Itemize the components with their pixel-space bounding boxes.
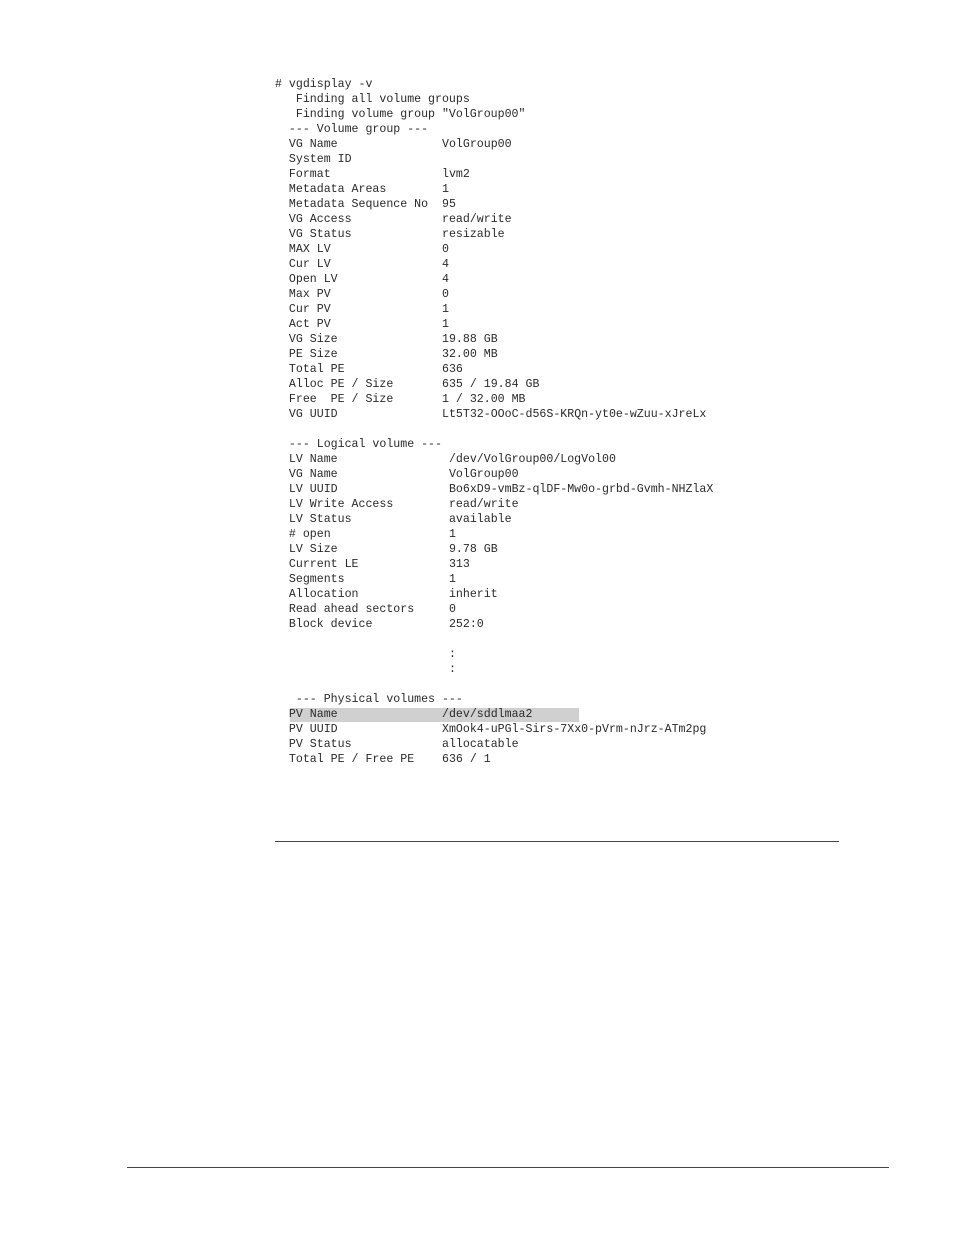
ellipsis-char: : [448, 663, 456, 676]
row-gap [393, 378, 442, 391]
row-label: Free PE / Size [288, 393, 394, 406]
row-label: LV Status [288, 513, 352, 526]
row-value: 19.88 GB [442, 333, 498, 346]
row-indent [275, 138, 289, 151]
row-indent [275, 243, 289, 256]
vg-row [275, 182, 713, 197]
row-label: PV UUID [288, 723, 338, 736]
row-indent [275, 348, 289, 361]
row-indent [275, 318, 289, 331]
vg-row [275, 302, 713, 317]
vg-row [275, 212, 713, 227]
row-indent [275, 198, 289, 211]
row-indent [275, 333, 289, 346]
row-value: 9.78 GB [448, 543, 498, 556]
physical-volumes-section [275, 707, 713, 767]
row-value: 1 / 32.00 MB [442, 393, 526, 406]
row-value: resizable [442, 228, 505, 241]
vg-row [275, 362, 713, 377]
row-gap [331, 528, 449, 541]
lv-row [275, 542, 713, 557]
logical-volume-header: --- Logical volume --- [275, 438, 442, 451]
row-gap [352, 213, 442, 226]
row-indent [275, 708, 289, 721]
row-indent [275, 393, 289, 406]
row-gap [352, 228, 442, 241]
row-indent [275, 273, 289, 286]
row-label: LV Name [288, 453, 338, 466]
row-indent [275, 303, 289, 316]
row-label: LV Size [288, 543, 338, 556]
lv-row [275, 467, 713, 482]
row-value: 1 [442, 318, 449, 331]
lv-row [275, 497, 713, 512]
row-indent [275, 663, 449, 676]
row-gap [386, 183, 442, 196]
finding-vg-line: Finding volume group "VolGroup00" [275, 108, 526, 121]
row-value: read/write [448, 498, 519, 511]
row-label: MAX LV [288, 243, 331, 256]
footer-rule [127, 1167, 889, 1168]
row-value: 1 [448, 573, 456, 586]
vg-row [275, 197, 713, 212]
row-label: VG Name [288, 468, 338, 481]
ellipsis-line [275, 662, 713, 677]
lv-row [275, 452, 713, 467]
pv-row [275, 752, 713, 767]
row-gap [338, 723, 442, 736]
row-indent [275, 168, 289, 181]
row-value: 1 [442, 183, 449, 196]
row-gap [345, 363, 442, 376]
row-indent [275, 363, 289, 376]
row-indent [275, 723, 289, 736]
ellipsis-char: : [448, 648, 456, 661]
volume-group-header: --- Volume group --- [275, 123, 429, 136]
row-gap [345, 573, 449, 586]
row-value: 1 [442, 303, 449, 316]
row-label: Metadata Areas [288, 183, 387, 196]
row-value: 32.00 MB [442, 348, 498, 361]
row-gap [428, 198, 442, 211]
row-gap [331, 318, 442, 331]
vg-row [275, 287, 713, 302]
row-gap [338, 408, 442, 421]
row-label: Open LV [288, 273, 338, 286]
row-label: LV Write Access [288, 498, 394, 511]
pv-row [275, 737, 713, 752]
row-label: VG Access [288, 213, 352, 226]
lv-row [275, 557, 713, 572]
row-gap [372, 618, 449, 631]
row-indent [275, 183, 289, 196]
row-label: VG Name [288, 138, 338, 151]
row-value: VolGroup00 [442, 138, 512, 151]
pv-row [275, 707, 713, 722]
row-value: inherit [448, 588, 498, 601]
row-gap [331, 303, 442, 316]
row-gap [338, 138, 442, 151]
row-label: Block device [288, 618, 373, 631]
row-value: 313 [448, 558, 470, 571]
row-indent [275, 213, 289, 226]
row-value: lvm2 [442, 168, 470, 181]
row-value: 252:0 [448, 618, 484, 631]
row-label: VG Size [288, 333, 338, 346]
row-value: 636 [442, 363, 463, 376]
row-label: Segments [288, 573, 345, 586]
row-value: 1 [448, 528, 456, 541]
row-label: Act PV [288, 318, 331, 331]
lv-row [275, 482, 713, 497]
row-gap [338, 333, 442, 346]
pv-row [275, 722, 713, 737]
row-value: 635 / 19.84 GB [442, 378, 540, 391]
row-indent [275, 618, 289, 631]
row-label: Cur PV [288, 303, 331, 316]
row-indent [275, 228, 289, 241]
row-gap [414, 603, 449, 616]
lv-row [275, 602, 713, 617]
row-label: Max PV [288, 288, 331, 301]
row-indent [275, 288, 289, 301]
row-indent [275, 543, 289, 556]
physical-volumes-header: --- Physical volumes --- [275, 693, 463, 706]
row-indent [275, 558, 289, 571]
row-gap [338, 348, 442, 361]
row-indent [275, 513, 289, 526]
volume-group-section [275, 137, 713, 422]
row-value: 0 [448, 603, 456, 616]
row-value: 0 [442, 243, 449, 256]
vg-row [275, 152, 713, 167]
row-indent [275, 408, 289, 421]
row-indent [275, 588, 289, 601]
row-indent [275, 468, 289, 481]
row-label: # open [288, 528, 331, 541]
row-label: PV Status [288, 738, 352, 751]
row-label: LV UUID [288, 483, 338, 496]
row-indent [275, 378, 289, 391]
row-gap [352, 153, 442, 166]
row-label: Cur LV [288, 258, 331, 271]
row-gap [393, 498, 449, 511]
row-value: read/write [442, 213, 512, 226]
row-gap [414, 753, 442, 766]
lv-row [275, 587, 713, 602]
blank-line [275, 422, 713, 437]
vgdisplay-output [275, 77, 713, 767]
row-gap [331, 168, 442, 181]
row-indent [275, 738, 289, 751]
lv-row [275, 527, 713, 542]
section-divider [275, 841, 839, 842]
row-gap [331, 288, 442, 301]
row-gap [338, 708, 442, 721]
row-gap [338, 483, 449, 496]
row-indent [275, 753, 289, 766]
row-indent [275, 498, 289, 511]
blank-line [275, 677, 713, 692]
row-label: Total PE / Free PE [288, 753, 415, 766]
row-indent [275, 153, 289, 166]
row-value: /dev/sddlmaa2 [442, 708, 533, 721]
command-line: # vgdisplay -v [275, 78, 373, 91]
row-gap [359, 558, 449, 571]
ellipsis-line [275, 647, 713, 662]
row-label: System ID [288, 153, 352, 166]
row-value: 95 [442, 198, 456, 211]
row-label: Format [288, 168, 331, 181]
row-label: Total PE [288, 363, 345, 376]
row-label: PV Name [288, 708, 338, 721]
row-indent [275, 453, 289, 466]
row-gap [331, 243, 442, 256]
vg-row [275, 137, 713, 152]
lv-row [275, 617, 713, 632]
row-indent [275, 258, 289, 271]
row-value: 0 [442, 288, 449, 301]
row-indent [275, 528, 289, 541]
vg-row [275, 332, 713, 347]
finding-all-line: Finding all volume groups [275, 93, 470, 106]
row-value: available [448, 513, 512, 526]
row-gap [331, 258, 442, 271]
row-gap [338, 453, 449, 466]
vg-row [275, 377, 713, 392]
row-gap [338, 273, 442, 286]
lv-row [275, 572, 713, 587]
row-value: Lt5T32-OOoC-d56S-KRQn-yt0e-wZuu-xJreLx [442, 408, 707, 421]
vg-row [275, 317, 713, 332]
row-value: 4 [442, 258, 449, 271]
row-value: /dev/VolGroup00/LogVol00 [448, 453, 616, 466]
row-value: 4 [442, 273, 449, 286]
vg-row [275, 242, 713, 257]
logical-volume-section [275, 452, 713, 632]
row-gap [352, 738, 442, 751]
row-gap [359, 588, 449, 601]
row-value: VolGroup00 [448, 468, 519, 481]
blank-line [275, 632, 713, 647]
row-label: Read ahead sectors [288, 603, 415, 616]
row-label: Allocation [288, 588, 359, 601]
row-gap [338, 468, 449, 481]
vg-row [275, 257, 713, 272]
row-label: Current LE [288, 558, 359, 571]
vg-row [275, 407, 713, 422]
row-value: 636 / 1 [442, 753, 491, 766]
row-gap [352, 513, 449, 526]
row-gap [338, 543, 449, 556]
vg-row [275, 392, 713, 407]
vg-row [275, 227, 713, 242]
row-label: Metadata Sequence No [288, 198, 429, 211]
row-label: VG Status [288, 228, 352, 241]
row-gap [393, 393, 442, 406]
ellipsis-section [275, 647, 713, 677]
row-value: Bo6xD9-vmBz-qlDF-Mw0o-grbd-Gvmh-NHZlaX [448, 483, 714, 496]
row-value: allocatable [442, 738, 519, 751]
row-indent [275, 573, 289, 586]
vg-row [275, 272, 713, 287]
row-label: PE Size [288, 348, 338, 361]
lv-row [275, 512, 713, 527]
row-indent [275, 603, 289, 616]
vg-row [275, 347, 713, 362]
row-value: XmOok4-uPGl-Sirs-7Xx0-pVrm-nJrz-ATm2pg [442, 723, 707, 736]
row-indent [275, 648, 449, 661]
row-label: Alloc PE / Size [288, 378, 394, 391]
row-label: VG UUID [288, 408, 338, 421]
row-indent [275, 483, 289, 496]
vg-row [275, 167, 713, 182]
